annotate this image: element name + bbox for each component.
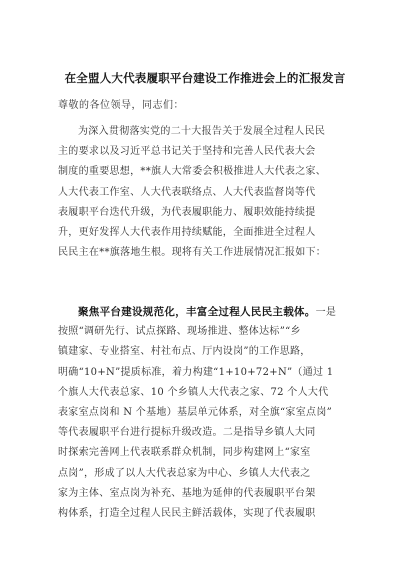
- section1-heading-tail: 一是: [315, 307, 337, 318]
- paragraph-line: 表履职平台迭代升级，为代表履职能力、履职效能持续提: [58, 206, 316, 218]
- paragraph-line: 为深入贯彻落实党的二十大报告关于发展全过程人民民: [78, 126, 326, 137]
- paragraph-line: 时探索完善网上代表联系群众机制，同步构建网上“家室: [58, 447, 311, 459]
- paragraph-line: 表家室点岗和 N 个基地）基层单元体系，对全旗“家室点岗”: [58, 406, 333, 418]
- paragraph-line: 明确“10+N”提质标准，着力构建“1+10+72+N”（通过 1: [58, 366, 334, 378]
- section1-heading-line: [58, 302, 358, 322]
- paragraph-line: 人大代表工作室、人大代表联络点、人大代表监督岗等代: [58, 186, 316, 198]
- paragraph-line: 构体系，打造全过程人民民主鲜活载体，实现了代表履职: [58, 507, 316, 519]
- paragraph-line: 民民主在**旗落地生根。现将有关工作进展情况汇报如下：: [58, 247, 327, 259]
- paragraph-line: 升，更好发挥人大代表作用持续赋能，全面推进全过程人: [58, 226, 316, 238]
- paragraph-line: 等代表履职平台进行提标升级改造。二是指导乡镇人大同: [58, 427, 316, 439]
- paragraph-line: 镇建家、专业搭室、村社布点、厅内设岗”的工作思路，: [58, 346, 311, 358]
- paragraph-line: 个旗人大代表总家、10 个乡镇人大代表之家、72 个人大代: [58, 386, 329, 398]
- paragraph-line: 按照“调研先行、试点探路、现场推进、整体达标”“乡: [58, 326, 301, 338]
- intro-paragraph: [58, 122, 358, 263]
- section1-heading: 聚焦平台建设规范化，丰富全过程人民民主载体。: [78, 306, 316, 318]
- paragraph-line: 主的要求以及习近平总书记关于坚持和完善人民代表大会: [58, 146, 316, 158]
- salutation: 尊敬的各位领导，同志们：: [58, 100, 184, 111]
- document-title: 在全盟人大代表履职平台建设工作推进会上的汇报发言: [64, 71, 346, 85]
- paragraph-line: 家为主体、室点岗为补充、基地为延伸的代表履职平台架: [58, 487, 316, 499]
- paragraph-line: 制度的重要思想，**旗人大常委会积极推进人大代表之家、: [58, 166, 327, 178]
- paragraph-line: 点岗”，形成了以人大代表总家为中心、乡镇人大代表之: [58, 467, 311, 479]
- section1-paragraph: [58, 302, 358, 524]
